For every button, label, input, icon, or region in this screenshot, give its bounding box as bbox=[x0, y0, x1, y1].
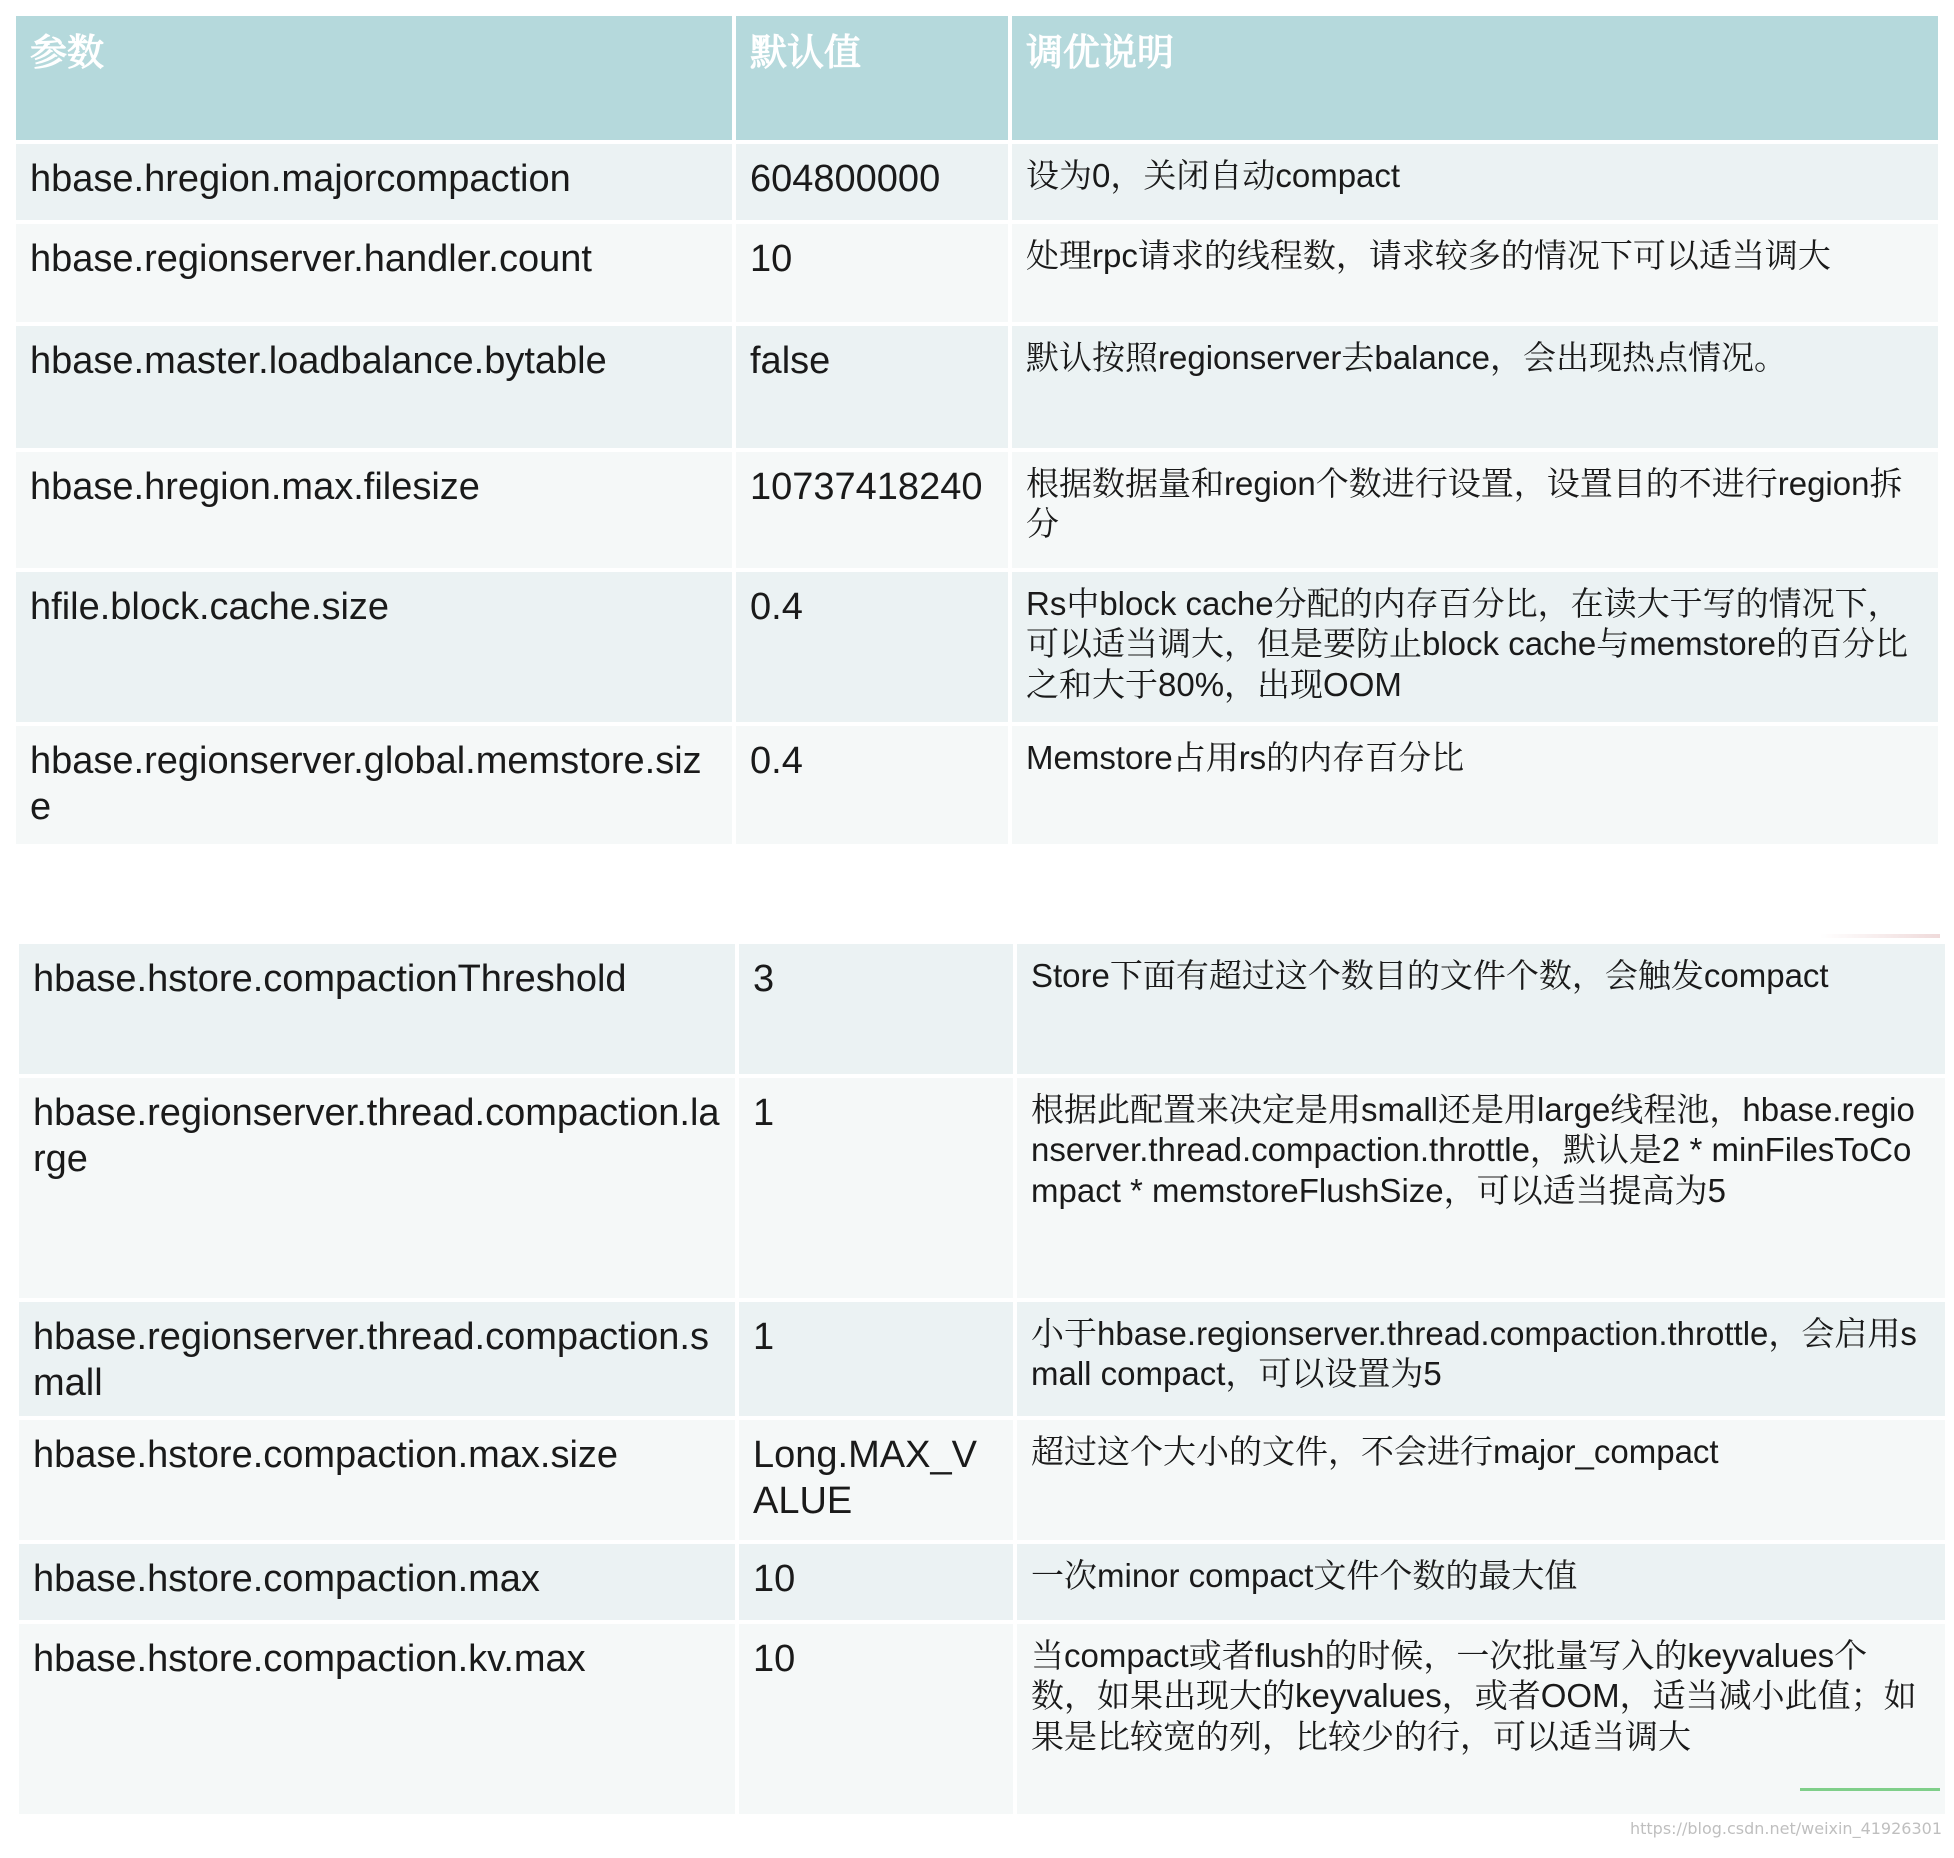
default-value-cell: 10 bbox=[739, 1624, 1013, 1814]
param-cell: hbase.regionserver.handler.count bbox=[16, 224, 732, 322]
description-cell: 一次minor compact文件个数的最大值 bbox=[1017, 1544, 1945, 1620]
param-cell: hbase.hregion.max.filesize bbox=[16, 452, 732, 568]
param-cell: hfile.block.cache.size bbox=[16, 572, 732, 722]
table-row bbox=[16, 726, 1938, 844]
decorative-green-line bbox=[1800, 1788, 1940, 1791]
description-cell: 小于hbase.regionserver.thread.compaction.throttle，会启用small compact，可以设置为5 bbox=[1017, 1302, 1945, 1416]
param-cell: hbase.regionserver.global.memstore.size bbox=[16, 726, 732, 844]
column-header-description: 调优说明 bbox=[1012, 16, 1938, 140]
table-row bbox=[19, 944, 1945, 1074]
default-value-cell: 10 bbox=[736, 224, 1008, 322]
column-header-default: 默认值 bbox=[736, 16, 1008, 140]
table-row bbox=[19, 1544, 1945, 1620]
default-value-cell: 3 bbox=[739, 944, 1013, 1074]
decorative-corner-shadow bbox=[1820, 934, 1940, 938]
param-cell: hbase.regionserver.thread.compaction.small bbox=[19, 1302, 735, 1416]
param-cell: hbase.hregion.majorcompaction bbox=[16, 144, 732, 220]
table-row bbox=[19, 1420, 1945, 1540]
table-row bbox=[16, 144, 1938, 220]
table-header-row bbox=[16, 16, 1938, 140]
default-value-cell: 604800000 bbox=[736, 144, 1008, 220]
default-value-cell: 0.4 bbox=[736, 572, 1008, 722]
default-value-cell: 10 bbox=[739, 1544, 1013, 1620]
description-cell: Memstore占用rs的内存百分比 bbox=[1012, 726, 1938, 844]
table-row bbox=[16, 224, 1938, 322]
hbase-params-table-1 bbox=[12, 12, 1942, 848]
description-cell: 处理rpc请求的线程数，请求较多的情况下可以适当调大 bbox=[1012, 224, 1938, 322]
default-value-cell: false bbox=[736, 326, 1008, 448]
param-cell: hbase.hstore.compaction.max bbox=[19, 1544, 735, 1620]
watermark-text: https://blog.csdn.net/weixin_41926301 bbox=[1629, 1819, 1942, 1838]
table-row bbox=[16, 452, 1938, 568]
param-cell: hbase.master.loadbalance.bytable bbox=[16, 326, 732, 448]
default-value-cell: 10737418240 bbox=[736, 452, 1008, 568]
default-value-cell: Long.MAX_VALUE bbox=[739, 1420, 1013, 1540]
param-cell: hbase.hstore.compactionThreshold bbox=[19, 944, 735, 1074]
table-row bbox=[16, 326, 1938, 448]
description-cell: 超过这个大小的文件，不会进行major_compact bbox=[1017, 1420, 1945, 1540]
table-row bbox=[19, 1624, 1945, 1814]
description-cell: Rs中block cache分配的内存百分比，在读大于写的情况下，可以适当调大，但是要防止block cache与memstore的百分比之和大于80%，出现OOM bbox=[1012, 572, 1938, 722]
hbase-params-table-2 bbox=[15, 940, 1949, 1818]
default-value-cell: 1 bbox=[739, 1302, 1013, 1416]
description-cell: 当compact或者flush的时候，一次批量写入的keyvalues个数，如果出现大的keyvalues，或者OOM，适当减小此值；如果是比较宽的列，比较少的行，可以适当调大 bbox=[1017, 1624, 1945, 1814]
default-value-cell: 1 bbox=[739, 1078, 1013, 1298]
description-cell: 根据此配置来决定是用small还是用large线程池，hbase.regionserver.thread.compaction.throttle，默认是2 * minFilesToCompact * memstoreFlushSize，可以适当提高为5 bbox=[1017, 1078, 1945, 1298]
description-cell: 默认按照regionserver去balance，会出现热点情况。 bbox=[1012, 326, 1938, 448]
description-cell: 设为0，关闭自动compact bbox=[1012, 144, 1938, 220]
table-row bbox=[19, 1302, 1945, 1416]
description-cell: Store下面有超过这个数目的文件个数，会触发compact bbox=[1017, 944, 1945, 1074]
column-header-param: 参数 bbox=[16, 16, 732, 140]
param-cell: hbase.hstore.compaction.max.size bbox=[19, 1420, 735, 1540]
param-cell: hbase.regionserver.thread.compaction.large bbox=[19, 1078, 735, 1298]
table-row bbox=[19, 1078, 1945, 1298]
description-cell: 根据数据量和region个数进行设置，设置目的不进行region拆分 bbox=[1012, 452, 1938, 568]
table-row bbox=[16, 572, 1938, 722]
param-cell: hbase.hstore.compaction.kv.max bbox=[19, 1624, 735, 1814]
default-value-cell: 0.4 bbox=[736, 726, 1008, 844]
